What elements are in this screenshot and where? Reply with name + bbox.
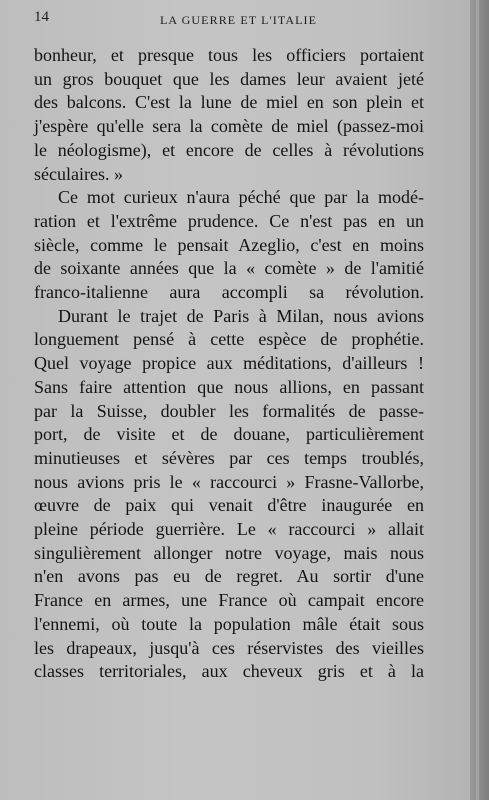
text-line: œuvre de paix qui venait d'être inaugurée en xyxy=(34,495,424,516)
text-line: des balcons. C'est la lune de miel en son plein et xyxy=(34,92,424,113)
text-line: l'ennemi, où toute la population mâle était sous xyxy=(34,613,424,634)
running-title: LA GUERRE ET L'ITALIE xyxy=(160,13,318,27)
text-line: j'espère qu'elle sera la comète de miel (passez-moi xyxy=(34,116,424,137)
text-line: ration et l'extrême prudence. Ce n'est pas en un xyxy=(34,210,424,231)
text-line: nous avions pris le « raccourci » Frasne-Vallorbe, xyxy=(34,471,424,492)
text-line: Ce mot curieux n'aura péché que par la modé- xyxy=(58,187,424,208)
text-line: classes territoriales, aux cheveux gris et à la xyxy=(34,661,424,682)
page-edge-strip xyxy=(476,0,479,800)
page-number: 14 xyxy=(34,9,49,25)
text-line: minutieuses et sévères par ces temps troublés, xyxy=(34,447,424,468)
text-line: singulièrement allonger notre voyage, mais nous xyxy=(34,542,424,563)
body-text xyxy=(34,44,424,684)
text-line: n'en avons pas eu de regret. Au sortir d'une xyxy=(34,566,424,587)
text-line: port, de visite et de douane, particulièrement xyxy=(34,424,424,445)
text-line: le néologisme), et encore de celles à révolutions xyxy=(34,139,424,160)
page-edge-shadow xyxy=(470,0,489,800)
text-line: franco-italienne aura accompli sa révolution. xyxy=(34,282,424,303)
text-line: Quel voyage propice aux méditations, d'ailleurs ! xyxy=(34,353,424,374)
text-line: séculaires. » xyxy=(34,163,123,184)
text-line: pleine période guerrière. Le « raccourci » allait xyxy=(34,519,424,540)
text-line: les drapeaux, jusqu'à ces réservistes des vieilles xyxy=(34,637,424,658)
text-line: siècle, comme le pensait Azeglio, c'est en moins xyxy=(34,234,424,255)
text-line: par la Suisse, doubler les formalités de passe- xyxy=(34,400,424,421)
text-line: France en armes, une France où campait encore xyxy=(34,590,424,611)
text-line: bonheur, et presque tous les officiers portaient xyxy=(34,45,424,65)
text-line: Durant le trajet de Paris à Milan, nous avions xyxy=(58,305,424,326)
text-line: un gros bouquet que les dames leur avaient jeté xyxy=(34,68,424,89)
text-line: de soixante années que la « comète » de l'amitié xyxy=(34,258,424,279)
text-line: longuement pensé à cette espèce de prophétie. xyxy=(34,329,424,350)
text-line: Sans faire attention que nous allions, en passant xyxy=(34,376,424,397)
